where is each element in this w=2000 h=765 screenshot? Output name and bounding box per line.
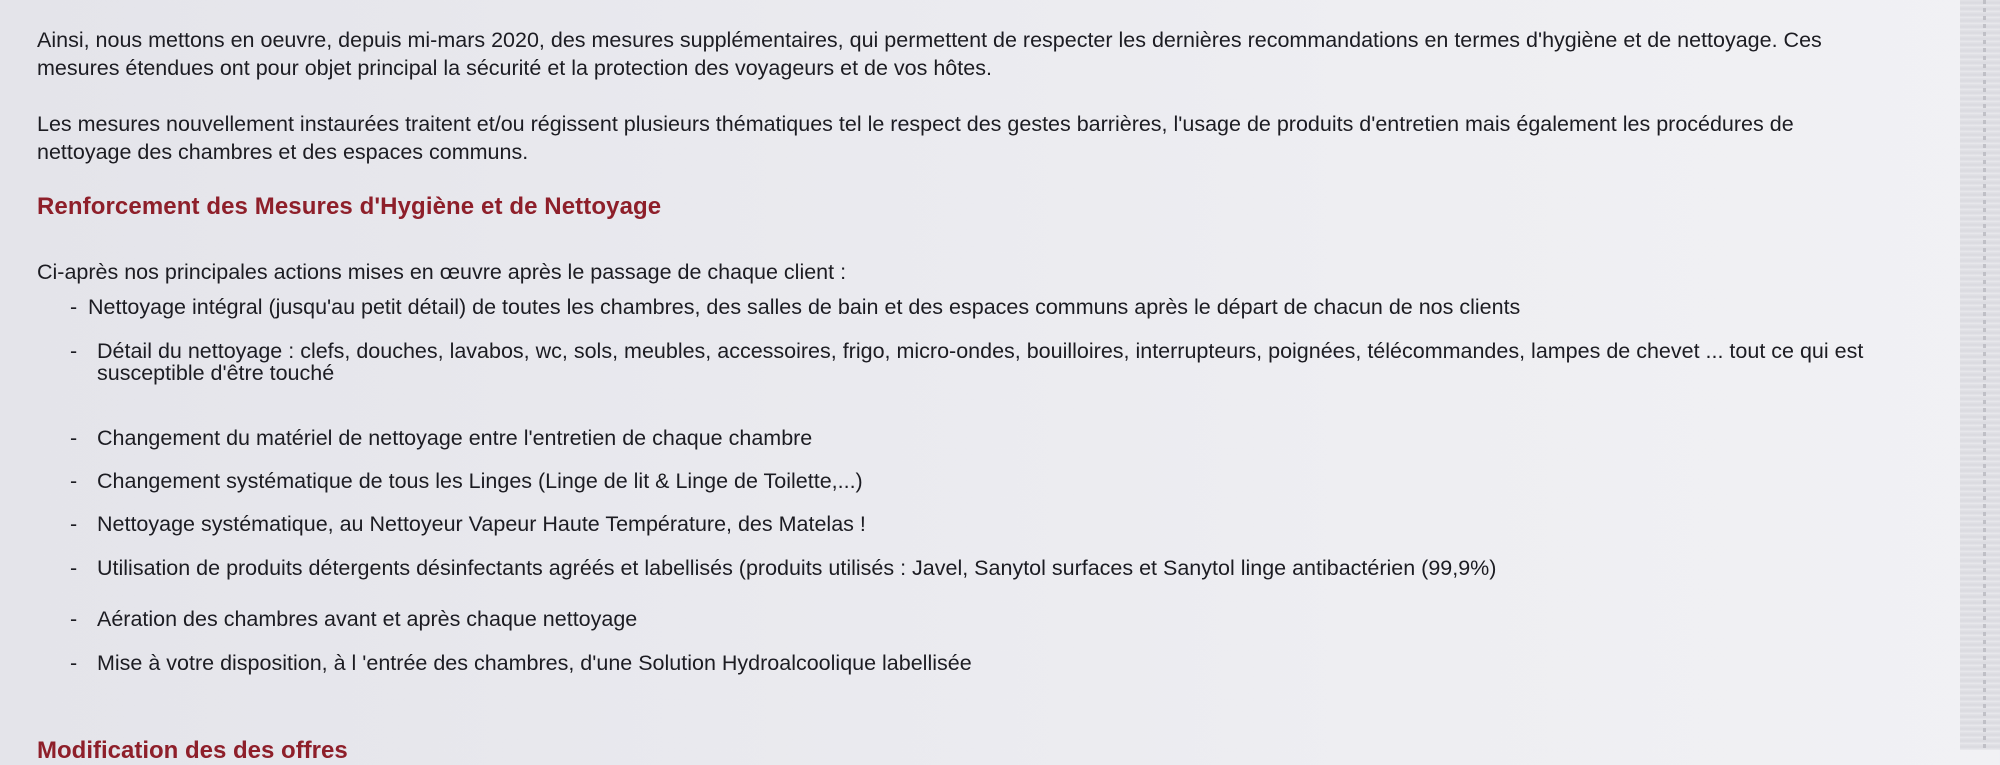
next-section-heading: Modification des des offres: [37, 737, 348, 764]
dash-marker: -: [70, 556, 78, 580]
list-item-text: Aération des chambres avant et après chaque nettoyage: [97, 607, 638, 631]
list-item-text: Mise à votre disposition, à l 'entrée des chambres, d'une Solution Hydroalcoolique labellisée: [97, 651, 972, 675]
page-edge-strip: [1960, 0, 2000, 750]
dash-marker: -: [70, 469, 78, 493]
dash-marker: -: [70, 339, 78, 363]
list-item-text: Nettoyage systématique, au Nettoyeur Vapeur Haute Température, des Matelas !: [97, 512, 866, 536]
measures-paragraph: Les mesures nouvellement instaurées traitent et/ou régissent plusieurs thématiques tel le respect des gestes barrières, l'usage de produits d'entretien mais également les procédures de nettoyage des chambres et des espaces communs.: [37, 112, 1794, 164]
actions-intro: Ci-après nos principales actions mises en œuvre après le passage de chaque client :: [37, 260, 847, 284]
section-heading: Renforcement des Mesures d'Hygiène et de Nettoyage: [37, 193, 662, 220]
list-item-text: Nettoyage intégral (jusqu'au petit détail) de toutes les chambres, des salles de bain et des espaces communs après le départ de chacun de nos clients: [88, 295, 1521, 319]
list-item-text: Changement systématique de tous les Linges (Linge de lit & Linge de Toilette,...): [97, 469, 863, 493]
dash-marker: -: [70, 512, 78, 536]
dash-marker: -: [70, 426, 78, 450]
dash-marker: -: [70, 295, 78, 319]
list-item-text: Changement du matériel de nettoyage entre l'entretien de chaque chambre: [97, 426, 813, 450]
dash-marker: -: [70, 607, 78, 631]
list-item-text: Détail du nettoyage : clefs, douches, lavabos, wc, sols, meubles, accessoires, frigo, micro-ondes, bouilloires, interrupteurs, poignées, télécommandes, lampes de chevet ... tout ce qui est susceptible d'être touché: [97, 339, 1864, 385]
list-item-text: Utilisation de produits détergents désinfectants agréés et labellisés (produits utilisés : Javel, Sanytol surfaces et Sanytol linge antibactérien (99,9%): [97, 556, 1497, 580]
page-edge-perforation: [1983, 0, 1986, 750]
intro-paragraph: Ainsi, nous mettons en oeuvre, depuis mi-mars 2020, des mesures supplémentaires, qui permettent de respecter les dernières recommandations en termes d'hygiène et de nettoyage. Ces mesures étendues ont pour objet principal la sécurité et la protection des voyageurs et de vos hôtes.: [37, 28, 1822, 80]
dash-marker: -: [70, 651, 78, 675]
